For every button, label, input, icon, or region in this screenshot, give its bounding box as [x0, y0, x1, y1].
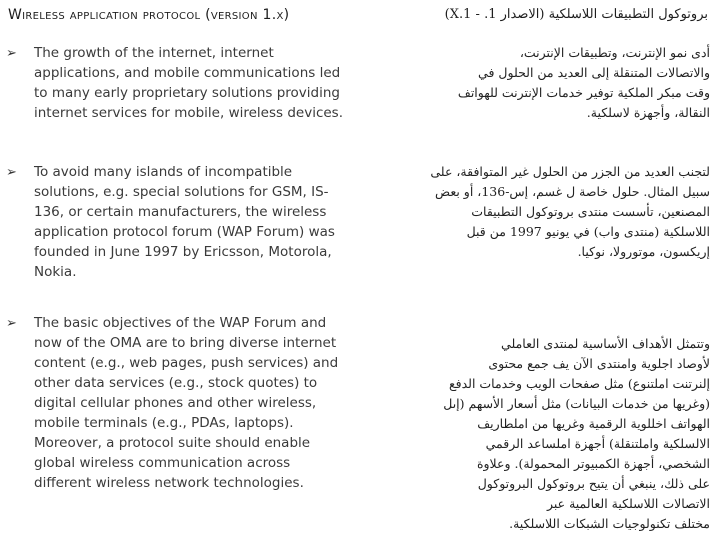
- text-line: والاتصالات المتنقلة إلى العديد من الحلول في: [478, 65, 710, 80]
- text-line: global wireless communication across: [34, 455, 291, 471]
- bullet-marker: ➢: [6, 46, 17, 61]
- title-english: Wireless application protocol (version 1.x): [8, 7, 290, 23]
- bullet-3-arabic: [360, 334, 710, 534]
- slide-title: [0, 0, 720, 30]
- text-line: الاتصالات اللاسلكية العالمية عبر: [546, 496, 710, 511]
- text-line: (وغريها من خدمات البيانات) مثل أسعار الأسهم (إىل: [443, 396, 710, 411]
- text-line: content (e.g., web pages, push services) and: [34, 355, 339, 371]
- text-line: المصنعين، تأسست منتدى بروتوكول التطبيقات: [471, 204, 710, 219]
- bullet-marker: ➢: [6, 165, 17, 180]
- bullet-marker: ➢: [6, 316, 17, 331]
- text-line: Moreover, a protocol suite should enable: [34, 435, 311, 451]
- text-line: الالسلكية واملتنقلة) أجهزة املساعد الرقمي: [485, 436, 710, 451]
- bullet-2-arabic: [360, 162, 710, 262]
- text-line: mobile terminals (e.g., PDAs, laptops).: [34, 415, 294, 431]
- text-line: application protocol forum (WAP Forum) was: [34, 224, 335, 240]
- text-line: To avoid many islands of incompatible: [34, 164, 293, 180]
- text-line: The basic objectives of the WAP Forum and: [34, 315, 327, 331]
- text-line: solutions, e.g. special solutions for GSM, IS-: [34, 184, 329, 200]
- bullet-1-arabic: [360, 43, 710, 123]
- text-line: وقت مبكر الملكية توفير خدمات الإنترنت للهواتف: [457, 85, 710, 100]
- text-line: اللاسلكية (منتدى واب) في يونيو 1997 من قبل: [466, 224, 710, 239]
- text-line: لتجنب العديد من الجزر من الحلول غير المتوافقة، على: [430, 164, 710, 179]
- text-line: أدى نمو الإنترنت، وتطبيقات الإنترنت،: [519, 45, 710, 60]
- text-line: other data services (e.g., stock quotes) to: [34, 375, 318, 391]
- text-line: 136, or certain manufacturers, the wireless: [34, 204, 327, 220]
- bullet-2-english: [34, 162, 374, 282]
- text-line: founded in June 1997 by Ericsson, Motorola,: [34, 244, 332, 260]
- text-line: مختلف تكنولوجيات الشبكات اللاسلكية.: [509, 516, 710, 531]
- text-line: الهواتف اخللوية الرقمية وغريها من املطاريف: [477, 416, 710, 431]
- text-line: إلنرتنت املتنوع) مثل صفحات الويب وخدمات الدفع: [448, 376, 710, 391]
- text-line: Nokia.: [34, 264, 77, 280]
- title-arabic: بروتوكول التطبيقات اللاسلكية (الاصدار 1. - 1.X): [444, 7, 708, 22]
- text-line: internet services for mobile, wireless devices.: [34, 105, 344, 121]
- text-line: to many early proprietary solutions providing: [34, 85, 340, 101]
- text-line: إريكسون، موتورولا، نوكيا.: [577, 244, 710, 259]
- text-line: سبيل المثال. حلول خاصة ل غسم، إس-136، أو بعض: [435, 184, 710, 199]
- text-line: different wireless network technologies.: [34, 475, 304, 491]
- text-line: على ذلك، ينبغي أن يتيح بروتوكول البروتوكول: [477, 476, 710, 491]
- text-line: لأوصاد اجلوية وامنتدى الآن يف جمع محتوى: [488, 356, 710, 371]
- text-line: digital cellular phones and other wireless,: [34, 395, 317, 411]
- bullet-1-english: [34, 43, 374, 123]
- text-line: now of the OMA are to bring diverse internet: [34, 335, 337, 351]
- text-line: The growth of the internet, internet: [34, 45, 274, 61]
- text-line: وتتمثل الأهداف الأساسية لمنتدى العاملي: [501, 336, 710, 351]
- text-line: applications, and mobile communications led: [34, 65, 341, 81]
- bullet-3-english: [34, 313, 374, 493]
- text-line: النقالة، وأجهزة لاسلكية.: [586, 105, 710, 120]
- text-line: الشخصي، أجهزة الكمبيوتر المحمولة). وعلاوة: [476, 456, 710, 471]
